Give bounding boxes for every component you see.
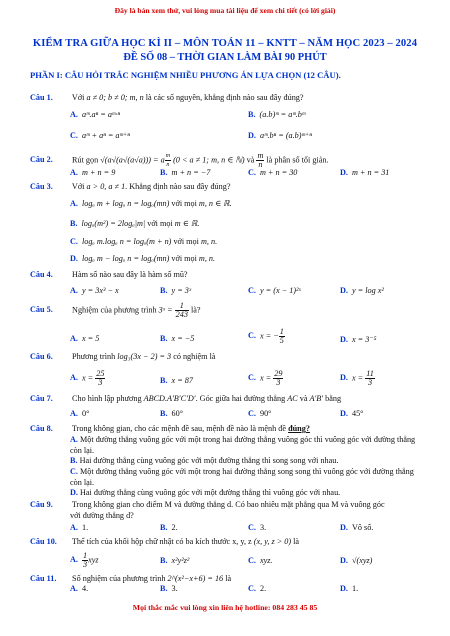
option-11c[interactable]: C. 2. [248, 584, 267, 593]
option-9d[interactable]: D. Vô số. [340, 523, 374, 532]
question-2: Câu 2. Rút gọn √(a√(a√(a√a))) = a $\frac{m}{n}$ (0 < a ≠ 1; m, n ∈ ℕ) và $\frac{m}{n}$ là phân số tối giản. [30, 151, 329, 169]
option-6a[interactable]: A. x = $\frac{25}{3}$ [70, 369, 105, 387]
option-2c[interactable]: C. m + n = 30 [248, 168, 298, 177]
option-1a[interactable]: A. aᵐ.aⁿ = aᵐ·ⁿ [70, 110, 120, 119]
option-7d[interactable]: D. 45° [340, 409, 364, 418]
option-1b[interactable]: B. (a.b)ᵐ = aᵐ.bᵐ [248, 110, 306, 119]
option-2b[interactable]: B. m + n = −7 [160, 168, 211, 177]
question-3: Câu 3. Với a > 0, a ≠ 1. Khẳng định nào sau đây đúng? [30, 182, 231, 191]
option-11b[interactable]: B. 3. [160, 584, 178, 593]
section-title: PHẦN I: CÂU HỎI TRẮC NGHIỆM NHIỀU PHƯƠNG ÁN LỰA CHỌN (12 CÂU). [30, 70, 341, 80]
question-10: Câu 10. Thể tích của khối hộp chữ nhật có ba kích thước x, y, z (x, y, z > 0) là [30, 537, 300, 546]
question-5: Câu 5. Nghiệm của phương trình 3ˣ = $\frac{1}{243}$ là? [30, 301, 201, 319]
option-1d[interactable]: D. aᵐ.bⁿ = (a.b)ᵐ⁺ⁿ [248, 131, 312, 140]
option-6d[interactable]: D. x = $\frac{11}{3}$ [340, 369, 374, 387]
option-9a[interactable]: A. 1. [70, 523, 89, 532]
statement-8b[interactable]: B. Hai đường thẳng cùng vuông góc với một đường thẳng thì song song với nhau. [70, 456, 339, 465]
option-6b[interactable]: B. x = 87 [160, 376, 193, 385]
question-label: Câu 7. [30, 394, 53, 403]
option-4b[interactable]: B. y = 3ˣ [160, 286, 192, 295]
option-4a[interactable]: A. y = 3x³ − x [70, 286, 119, 295]
option-9b[interactable]: B. 2. [160, 523, 178, 532]
preview-notice: Đây là bản xem thử, vui lòng mua tài liệu để xem chi tiết (có lời giải) [114, 6, 336, 15]
option-11d[interactable]: D. 1. [340, 584, 359, 593]
option-6c[interactable]: C. x = $\frac{29}{3}$ [248, 369, 283, 387]
option-5b[interactable]: B. x = −5 [160, 334, 195, 343]
option-7a[interactable]: A. 0° [70, 409, 90, 418]
option-10a[interactable]: A. $\frac{1}{3}$ xyz [70, 551, 99, 569]
option-3c[interactable]: C. logₐ m.logₐ n = logₐ(m + n) với mọi m, n. [70, 237, 218, 246]
question-label: Câu 10. [30, 537, 57, 546]
hotline-footer: Mọi thắc mắc vui lòng xin liên hệ hotline: 084 283 45 85 [132, 603, 318, 612]
question-1: Câu 1. Với a ≠ 0; b ≠ 0; m, n là các số nguyên, khẳng định nào sau đây đúng? [30, 93, 304, 102]
question-label: Câu 11. [30, 574, 57, 583]
question-label: Câu 9. [30, 500, 53, 509]
question-7: Câu 7. Cho hình lập phương ABCD.A′B′C′D′. Góc giữa hai đường thẳng AC và A′B′ bằng [30, 394, 342, 403]
question-label: Câu 1. [30, 93, 53, 102]
option-3a[interactable]: A. logₐ m + logₐ n = logₐ(mn) với mọi m, n ∈ ℝ. [70, 199, 232, 208]
option-5a[interactable]: A. x = 5 [70, 334, 100, 343]
question-label: Câu 8. [30, 424, 53, 433]
statement-8a[interactable]: A. Một đường thẳng vuông góc với một trong hai đường thẳng vuông góc thì vuông góc với đường thẳng còn lại. [70, 435, 416, 455]
option-3b[interactable]: B. logₐ(m²) = 2logₐ|m| với mọi m ∈ ℝ. [70, 219, 200, 228]
exam-subtitle: ĐỀ SỐ 08 – THỜI GIAN LÀM BÀI 90 PHÚT [123, 52, 327, 63]
option-11a[interactable]: A. 4. [70, 584, 89, 593]
statement-8c[interactable]: C. Một đường thẳng vuông góc với một trong hai đường thẳng song song thì vuông góc với đường thẳng còn lại. [70, 467, 414, 487]
option-4d[interactable]: D. y = log x² [340, 286, 384, 295]
option-5c[interactable]: C. x = − $\frac{1}{5}$ [248, 327, 284, 345]
question-6: Câu 6. Phương trình log₃(3x − 2) = 3 có nghiệm là [30, 352, 216, 361]
question-4: Câu 4. Hàm số nào sau đây là hàm số mũ? [30, 270, 188, 279]
question-label: Câu 6. [30, 352, 53, 361]
option-4c[interactable]: C. y = (x − 1)²ˣ [248, 286, 301, 295]
question-label: Câu 5. [30, 305, 53, 315]
option-2d[interactable]: D. m + n = 31 [340, 168, 390, 177]
option-10c[interactable]: C. xyz. [248, 556, 273, 565]
question-label: Câu 3. [30, 182, 53, 191]
question-9-continued: với đường thẳng d? [70, 511, 134, 520]
option-5d[interactable]: D. x = 3⁻⁵ [340, 335, 377, 344]
question-9: Câu 9. Trong không gian cho điểm M và đường thẳng d. Có bao nhiêu mặt phẳng qua M và vuông góc [30, 500, 385, 509]
question-11: Câu 11. Số nghiệm của phương trình 2^(x²−x+6) = 16 là [30, 574, 232, 583]
option-1c[interactable]: C. aᵐ + aⁿ = aᵐ⁺ⁿ [70, 131, 130, 140]
option-10d[interactable]: D. √(xyz) [340, 556, 373, 565]
option-7c[interactable]: C. 90° [248, 409, 272, 418]
option-2a[interactable]: A. m + n = 9 [70, 168, 116, 177]
option-7b[interactable]: B. 60° [160, 409, 183, 418]
option-3d[interactable]: D. logₐ m − logₐ n = logₐ(mn) với mọi m, n. [70, 254, 216, 263]
question-8: Câu 8. Trong không gian, cho các mệnh đề sau, mệnh đề nào là mệnh đề đúng? [30, 424, 310, 433]
exam-title: KIỂM TRA GIỮA HỌC KÌ II – MÔN TOÁN 11 – KNTT – NĂM HỌC 2023 – 2024 [32, 38, 418, 49]
question-label: Câu 4. [30, 270, 53, 279]
option-9c[interactable]: C. 3. [248, 523, 267, 532]
statement-8d[interactable]: D. Hai đường thẳng cùng vuông góc với một đường thẳng thì vuông góc với nhau. [70, 488, 341, 497]
question-label: Câu 2. [30, 155, 53, 165]
option-10b[interactable]: B. x²y²z² [160, 556, 190, 565]
